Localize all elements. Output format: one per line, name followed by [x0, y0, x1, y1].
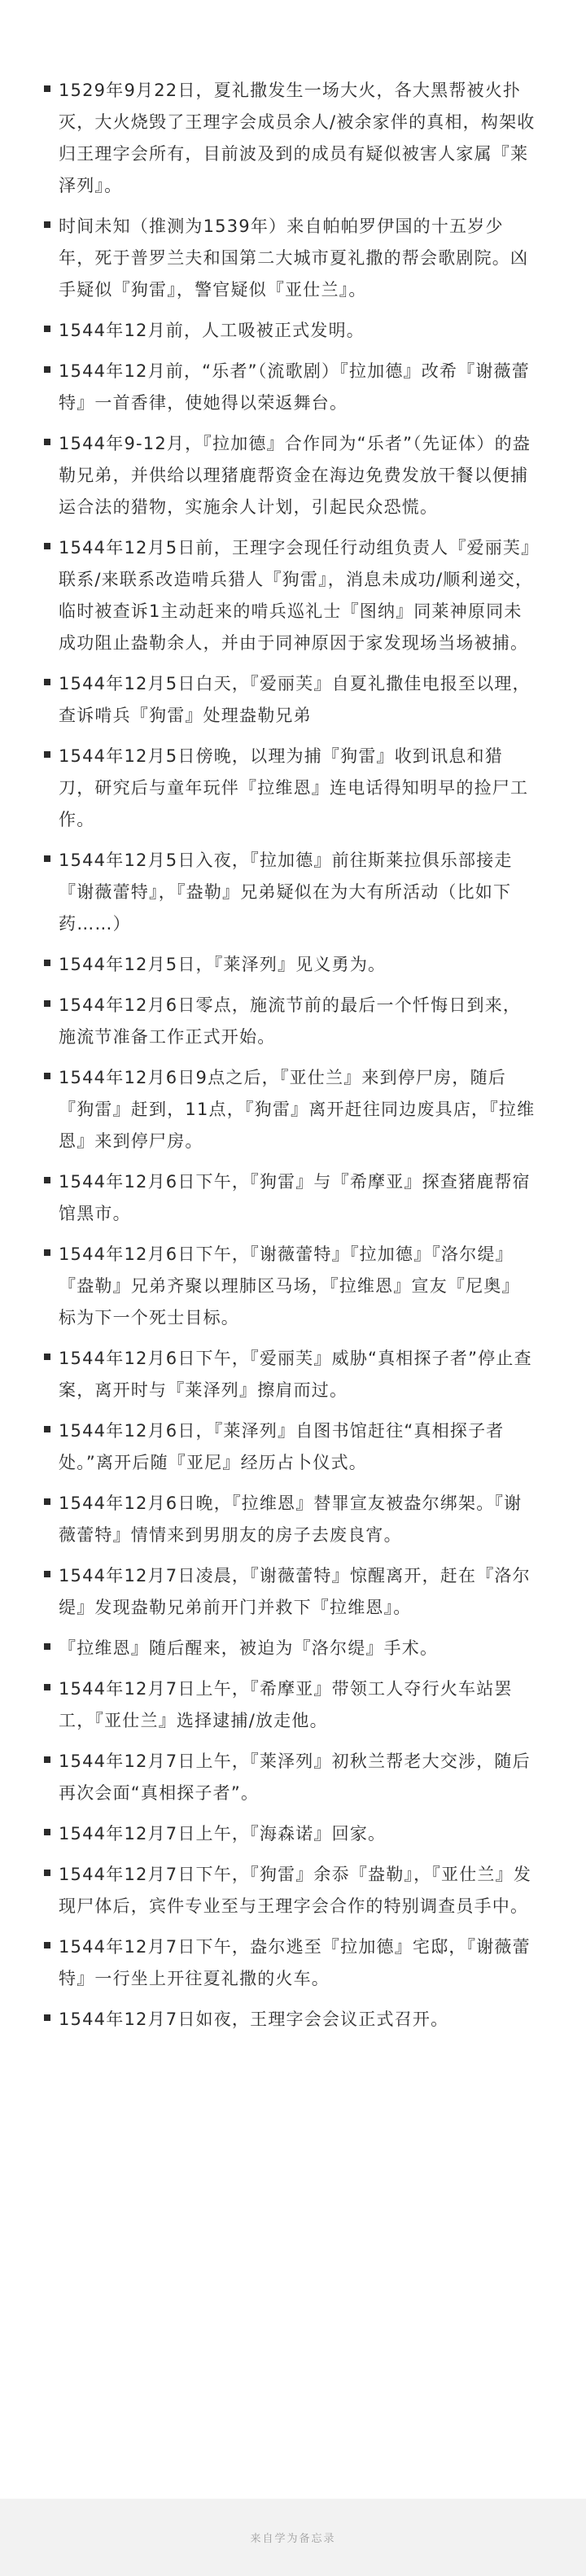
timeline-entry — [41, 428, 537, 523]
bullet-square-icon — [44, 1177, 50, 1183]
timeline-entry-text: 1544年12月5日傍晚，以理为捕『狗雷』收到讯息和猎刀，研究后与童年玩伴『拉维恩』连电话得知明早的捡尸工作。 — [59, 746, 529, 829]
bullet-square-icon — [44, 2014, 50, 2021]
timeline-entry — [41, 211, 537, 306]
timeline-entry — [41, 741, 537, 836]
timeline-entry — [41, 1166, 537, 1230]
timeline-entry-text: 1544年12月5日入夜，『拉加德』前往斯莱拉俱乐部接走『谢薇蕾特』，『盎勒』兄弟疑似在为大有所活动（比如下药……） — [59, 851, 513, 934]
bullet-square-icon — [44, 1829, 50, 1835]
bullet-square-icon — [44, 439, 50, 445]
timeline-entry — [41, 315, 537, 347]
bullet-square-icon — [44, 1426, 50, 1432]
timeline-entry-text: 1544年12月5日白天，『爱丽芙』自夏礼撒佳电报至以理，查诉啃兵『狗雷』处理盎勒兄弟 — [59, 674, 531, 725]
timeline-entry — [41, 990, 537, 1053]
timeline-entry — [41, 949, 537, 981]
timeline-entry — [41, 1343, 537, 1406]
timeline-entry — [41, 1931, 537, 1995]
bullet-square-icon — [44, 1684, 50, 1690]
timeline-entry-text: 1544年12月7日下午，『狗雷』余忝『盎勒』，『亚仕兰』发现尸体后，宾件专业至与王理字会合作的特别调查员手中。 — [59, 1865, 532, 1916]
timeline-entry — [41, 1488, 537, 1551]
timeline-entry-text: 1544年12月7日上午，『莱泽列』初秋兰帮老大交涉，随后再次会面“真相探子者”。 — [59, 1752, 531, 1803]
bullet-square-icon — [44, 366, 50, 373]
timeline-entry-text: 1544年12月6日，『莱泽列』自图书馆赶往“真相探子者处。”离开后随『亚尼』经历占卜仪式。 — [59, 1421, 505, 1472]
timeline-entry-text: 1529年9月22日，夏礼撒发生一场大火，各大黑帮被火扑灭，大火烧毁了王理字会成员余人/被余家伴的真相，构架收归王理字会所有，目前波及到的成员有疑似被害人家属『莱泽列』。 — [59, 81, 536, 195]
bullet-square-icon — [44, 679, 50, 685]
timeline-entry-text: 『拉维恩』随后醒来，被迫为『洛尔缇』手术。 — [59, 1638, 439, 1658]
timeline-entry-text: 时间未知（推测为1539年）来自帕帕罗伊国的十五岁少年，死于普罗兰夫和国第二大城市夏礼撒的帮会歌剧院。凶手疑似『狗雷』，警官疑似『亚仕兰』。 — [59, 216, 529, 300]
bullet-square-icon — [44, 1249, 50, 1256]
bullet-square-icon — [44, 1498, 50, 1505]
bullet-square-icon — [44, 1073, 50, 1079]
timeline-entry — [41, 75, 537, 202]
timeline-entry — [41, 1062, 537, 1157]
timeline-entry-text: 1544年12月7日凌晨，『谢薇蕾特』惊醒离开，赶在『洛尔缇』发现盎勒兄弟前开门并救下『拉维恩』。 — [59, 1566, 531, 1617]
timeline-entry-text: 1544年12月前，“乐者”（流歌剧）『拉加德』改希『谢薇蕾特』一首香律，使她得以荣返舞台。 — [59, 361, 530, 413]
bullet-square-icon — [44, 326, 50, 332]
timeline-entry — [41, 1415, 537, 1479]
timeline-entry — [41, 668, 537, 732]
timeline-entry — [41, 356, 537, 419]
timeline-entry-text: 1544年12月7日上午，『海森诺』回家。 — [59, 1824, 387, 1843]
footer-text: 来自学为备忘录 — [250, 2533, 336, 2545]
timeline-entry-text: 1544年12月7日如夜，王理字会会议正式召开。 — [59, 2010, 449, 2029]
bullet-square-icon — [44, 85, 50, 92]
bullet-square-icon — [44, 1571, 50, 1577]
timeline-entry — [41, 1818, 537, 1850]
bullet-square-icon — [44, 1942, 50, 1948]
timeline-entry-text: 1544年12月6日下午，『狗雷』与『希摩亚』探查猪鹿帮宿馆黑市。 — [59, 1172, 531, 1223]
timeline-entry-text: 1544年12月6日下午，『谢薇蕾特』『拉加德』『洛尔缇』『盎勒』兄弟齐聚以理肺区马场，『拉维恩』宣友『尼奥』标为下一个死士目标。 — [59, 1244, 520, 1327]
bullet-square-icon — [44, 960, 50, 966]
timeline-entry-text: 1544年12月5日前，王理字会现任行动组负责人『爱丽芙』联系/来联系改造啃兵猎人『狗雷』，消息未成功/顺利递交，临时被查诉1主动赶来的啃兵巡礼士『图纳』同莱神原同未成功阻止盎勒余人，并由于同神原因于家发现场当场被捕。 — [59, 538, 534, 653]
timeline-entry — [41, 1560, 537, 1624]
bullet-square-icon — [44, 1643, 50, 1650]
bullet-square-icon — [44, 1870, 50, 1876]
bullet-square-icon — [44, 1354, 50, 1360]
bullet-square-icon — [44, 221, 50, 228]
bullet-square-icon — [44, 751, 50, 758]
timeline-entry — [41, 1859, 537, 1922]
timeline-entry-text: 1544年9-12月，『拉加德』合作同为“乐者”（先证体）的盎勒兄弟，并供给以理猪鹿帮资金在海边免费发放干餐以便捕运合法的猎物，实施余人计划，引起民众恐慌。 — [59, 434, 531, 517]
bullet-square-icon — [44, 1000, 50, 1007]
timeline-entry — [41, 1633, 537, 1664]
bullet-square-icon — [44, 543, 50, 549]
timeline-entry — [41, 1239, 537, 1334]
timeline-entry-text: 1544年12月6日9点之后，『亚仕兰』来到停尸房，随后『狗雷』赶到，11点，『狗雷』离开赶往同边废具店，『拉维恩』来到停尸房。 — [59, 1068, 536, 1151]
timeline-entry — [41, 2004, 537, 2036]
bullet-square-icon — [44, 1756, 50, 1763]
timeline-entry-text: 1544年12月7日下午，盎尔逃至『拉加德』宅邸，『谢薇蕾特』一行坐上开往夏礼撒的火车。 — [59, 1937, 531, 1988]
timeline-entry — [41, 1746, 537, 1809]
timeline-entry — [41, 845, 537, 940]
timeline-entry-text: 1544年12月6日零点，施流节前的最后一个忏悔日到来，施流节准备工作正式开始。 — [59, 995, 522, 1047]
footer-bar — [0, 2499, 586, 2576]
timeline-entry-text: 1544年12月7日上午，『希摩亚』带领工人夺行火车站罢工，『亚仕兰』选择逮捕/放走他。 — [59, 1679, 513, 1730]
bullet-square-icon — [44, 855, 50, 862]
timeline-entry-text: 1544年12月6日晚，『拉维恩』替罪宣友被盎尔绑架。『谢薇蕾特』情情来到男朋友的房子去废良宵。 — [59, 1494, 523, 1545]
timeline-entry-text: 1544年12月5日，『莱泽列』见义勇为。 — [59, 955, 387, 974]
timeline-entry-text: 1544年12月前，人工吸被正式发明。 — [59, 321, 365, 340]
timeline-entry-text: 1544年12月6日下午，『爱丽芙』威胁“真相探子者”停止查案，离开时与『莱泽列』擦肩而过。 — [59, 1349, 532, 1400]
timeline-entry — [41, 1673, 537, 1737]
timeline-entry — [41, 532, 537, 659]
